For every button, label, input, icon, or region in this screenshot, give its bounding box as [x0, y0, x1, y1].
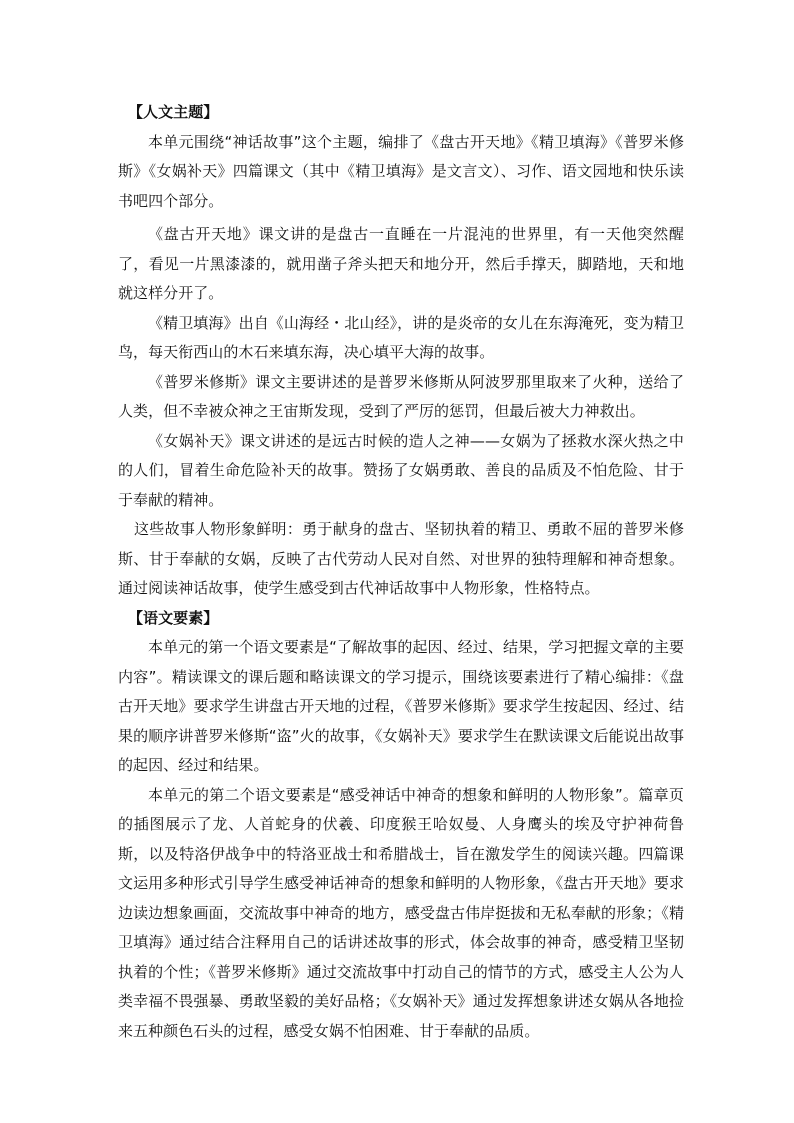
paragraph-jingwei: 《精卫填海》出自《山海经・北山经》，讲的是炎帝的女儿在东海淹死，变为精卫鸟，每天衔西山的木石来填东海，决心填平大海的故事。: [118, 313, 684, 361]
document-body: [118, 98, 684, 1046]
paragraph-summary: 这些故事人物形象鲜明：勇于献身的盘古、坚韧执着的精卫、勇敢不屈的普罗米修斯、甘于奉献的女娲，反映了古代劳动人民对自然、对世界的独特理解和神奇想象。通过阅读神话故事，使学生感受到古代神话故事中人物形象，性格特点。: [118, 520, 684, 597]
paragraph-pangu: 《盘古开天地》课文讲的是盘古一直睡在一片混沌的世界里，有一天他突然醒了，看见一片黑漆漆的，就用凿子斧头把天和地分开，然后手撑天，脚踏地，天和地就这样分开了。: [118, 225, 684, 302]
paragraph-prometheus: 《普罗米修斯》课文主要讲述的是普罗米修斯从阿波罗那里取来了火种，送给了人类，但不幸被众神之王宙斯发现，受到了严厉的惩罚，但最后被大力神救出。: [118, 372, 684, 420]
paragraph-nuwa: 《女娲补天》课文讲述的是远古时候的造人之神——女娲为了拯救水深火热之中的人们，冒着生命危险补天的故事。赞扬了女娲勇敢、善良的品质及不怕危险、甘于于奉献的精神。: [118, 431, 684, 509]
section-heading-language-elements: 【语文要素】: [128, 608, 219, 627]
paragraph-element-one: 本单元的第一个语文要素是“了解故事的起因、经过、结果，学习把握文章的主要内容”。精读课文的课后题和略读课文的学习提示，围绕该要素进行了精心编排：《盘古开天地》要求学生讲盘古开天地的过程，《普罗米修斯》要求学生按起因、经过、结果的顺序讲普罗米修斯“盗”火的故事，《女娲补天》要求学生在默读课文后能说出故事的起因、经过和结果。: [118, 638, 684, 774]
paragraph-element-two: 本单元的第二个语文要素是“感受神话中神奇的想象和鲜明的人物形象”。篇章页的插图展示了龙、人首蛇身的伏羲、印度猴王哈奴曼、人身鹰头的埃及守护神荷鲁斯，以及特洛伊战争中的特洛亚战士和希腊战士，旨在激发学生的阅读兴趣。四篇课文运用多种形式引导学生感受神话神奇的想象和鲜明的人物形象，《盘古开天地》要求边读边想象画面，交流故事中神奇的地方，感受盘古伟岸挺拔和无私奉献的形象；《精卫填海》通过结合注释用自己的话讲述故事的形式，体会故事的神奇，感受精卫坚韧执着的个性；《普罗米修斯》通过交流故事中打动自己的情节的方式，感受主人公为人类幸福不畏强暴、勇敢坚毅的美好品格；《女娲补天》通过发挥想象讲述女娲从各地捡来五种颜色石头的过程，感受女娲不怕困难、甘于奉献的品质。: [118, 785, 684, 1040]
section-language-elements: [118, 604, 684, 634]
paragraph-intro: 本单元围绕“神话故事”这个主题，编排了《盘古开天地》《精卫填海》《普罗米修斯》《女娲补天》四篇课文（其中《精卫填海》是文言文）、习作、语文园地和快乐读书吧四个部分。: [118, 132, 684, 210]
section-humanities: [118, 98, 684, 128]
section-heading-humanities: 【人文主题】: [128, 103, 219, 121]
